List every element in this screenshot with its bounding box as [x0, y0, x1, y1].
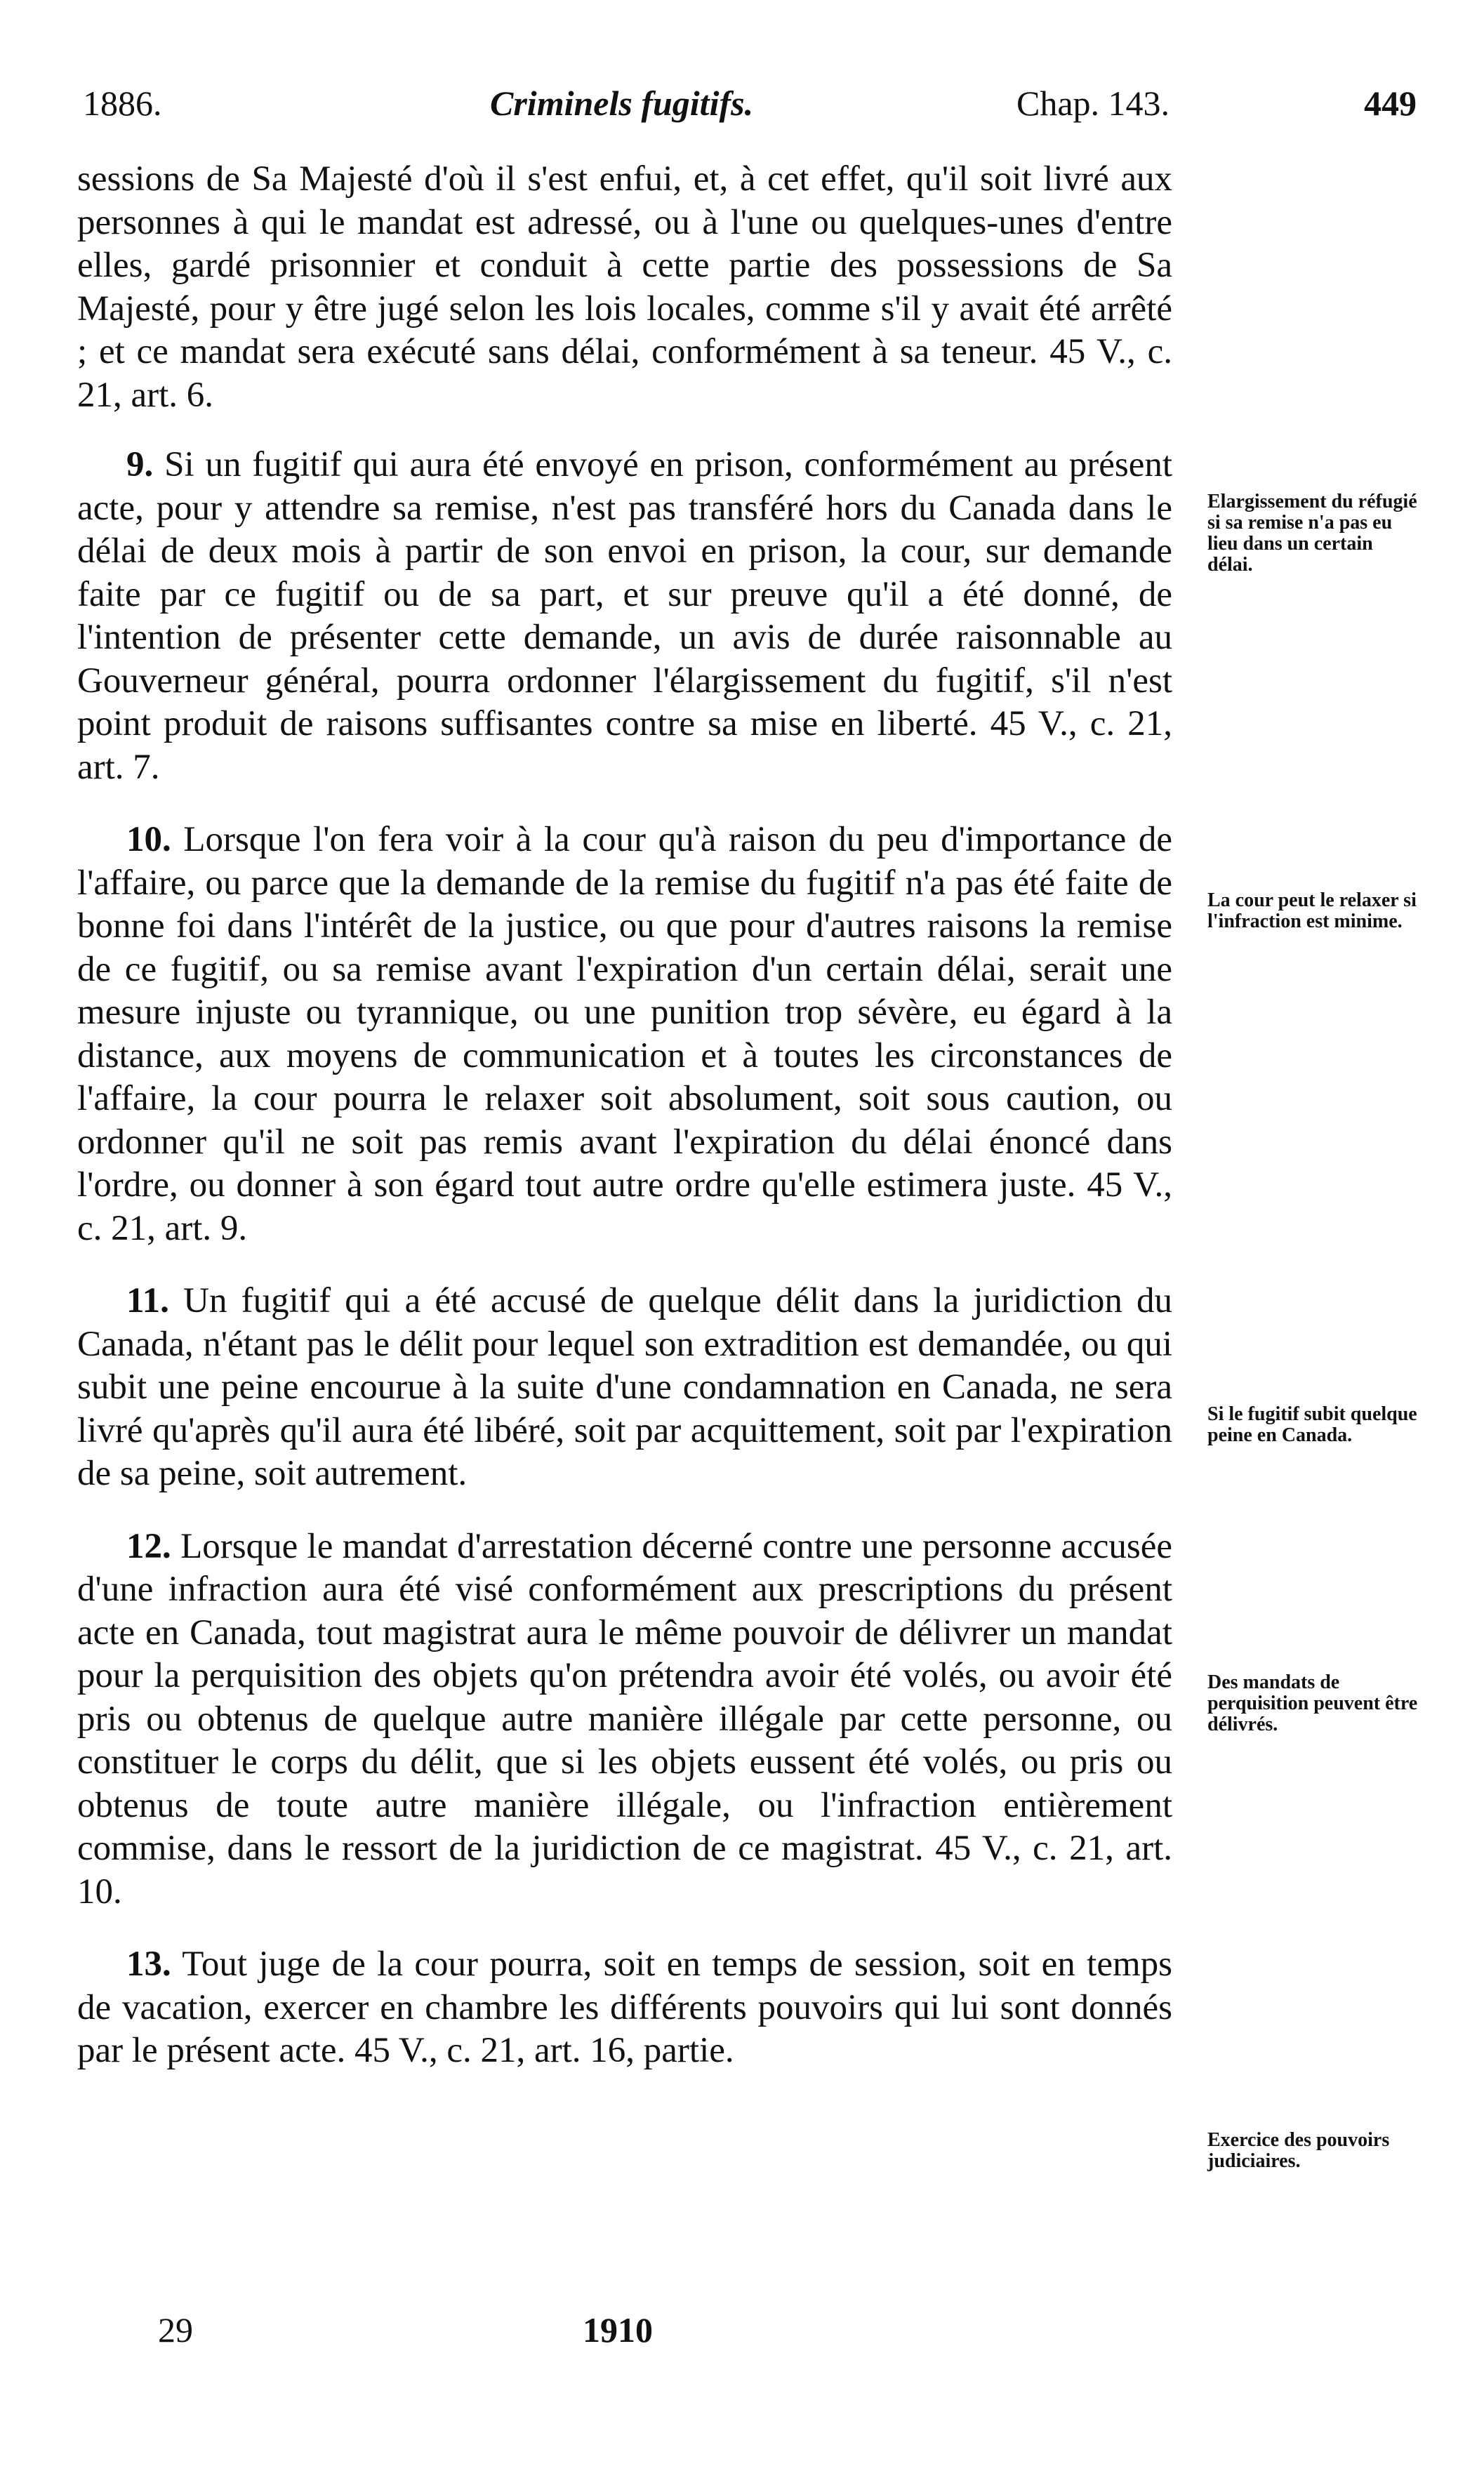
section-12 — [77, 1525, 1172, 1914]
margin-note-section-13: Exercice des pouvoirs judiciaires. — [1207, 2129, 1390, 2172]
section-text: Si un fugitif qui aura été envoyé en prison, conformément au présent acte, pour y attendre sa remise, n'est pas transféré hors du Canada dans le délai de deux mois à partir de son envoi en prison, la cour, sur demande faite par ce fugitif ou de sa part, et sur preuve qu'il a été donné, de l'intention de présenter cette demande, un avis de durée raisonnable au Gouverneur général, pourra ordonner l'élargissement du fugitif, s'il n'est point produit de raisons suffisantes contre sa mise en liberté. 45 V., c. 21, art. 7. — [77, 445, 1172, 787]
margin-note-section-11: Si le fugitif subit quelque peine en Canada. — [1207, 1403, 1417, 1446]
section-number: 11. — [126, 1281, 169, 1320]
section-text: Lorsque le mandat d'arrestation décerné contre une personne accusée d'une infraction aura été visé conformément aux prescriptions du présent acte en Canada, tout magistrat aura le même pouvoir de délivrer un mandat pour la perquisition des objets qu'on prétendra avoir été volés, ou avoir été pris ou obtenus de quelque autre manière illégale par cette personne, ou constituer le corps du délit, que si les objets eussent été volés, ou pris ou obtenus de toute autre manière illégale, ou l'infraction entièrement commise, dans le ressort de la juridiction de ce magistrat. 45 V., c. 21, art. 10. — [77, 1526, 1172, 1912]
page-footer — [77, 2310, 1411, 2359]
margin-note-section-10: La cour peut le relaxer si l'infraction est minime. — [1207, 889, 1417, 932]
header-year: 1886. — [83, 84, 162, 123]
section-text: Lorsque l'on fera voir à la cour qu'à raison du peu d'importance de l'affaire, ou parce que la demande de la remise du fugitif n'a pas été faite de bonne foi dans l'intérêt de la justice, ou que pour d'autres raisons la remise de ce fugitif, ou sa remise avant l'expiration d'un certain délai, serait une mesure injuste ou tyrannique, ou une punition trop sévère, eu égard à la distance, aux moyens de communication et à toutes les circonstances de l'affaire, la cour pourra le relaxer soit absolument, soit sous caution, ou ordonner qu'il ne soit pas remis avant l'expiration du délai énoncé dans l'ordre, ou donner à son égard tout autre ordre qu'elle estimera juste. 45 V., c. 21, art. 9. — [77, 820, 1173, 1248]
main-text-column — [77, 158, 1172, 2102]
page-number: 449 — [1364, 84, 1417, 123]
margin-note-section-12: Des mandats de perquisition peuvent être délivrés. — [1207, 1671, 1418, 1735]
signature-mark: 29 — [158, 2310, 193, 2350]
section-number: 12. — [126, 1526, 171, 1566]
section-number: 10. — [126, 820, 171, 859]
section-number: 9. — [126, 445, 154, 484]
section-number: 13. — [126, 1945, 171, 1984]
margin-note-section-9: Elargissement du réfugié si sa remise n'a pas eu lieu dans un certain délai. — [1207, 491, 1417, 576]
section-10 — [77, 819, 1172, 1250]
section-11 — [77, 1280, 1172, 1496]
header-title: Criminels fugitifs. — [490, 84, 754, 123]
header-chapter: Chap. 143. — [1016, 84, 1170, 123]
continued-paragraph: sessions de Sa Majesté d'où il s'est enfui, et, à cet effet, qu'il soit livré aux personnes à qui le mandat est adressé, ou à l'une ou quelques-unes d'entre elles, gardé prisonnier et conduit à cette partie des possessions de Sa Majesté, pour y être jugé selon les lois locales, comme s'il y avait été arrêté ; et ce mandat sera exécuté sans délai, conformément à sa teneur. 45 V., c. 21, art. 6. — [77, 159, 1172, 415]
running-header — [83, 83, 1417, 132]
section-text: Tout juge de la cour pourra, soit en temps de session, soit en temps de vacation, exercer en chambre les différents pouvoirs qui lui sont donnés par le présent acte. 45 V., c. 21, art. 16, partie. — [77, 1945, 1172, 2070]
footer-year: 1910 — [583, 2310, 653, 2350]
section-13 — [77, 1943, 1172, 2073]
section-9 — [77, 444, 1172, 789]
section-text: Un fugitif qui a été accusé de quelque délit dans la juridiction du Canada, n'étant pas le délit pour lequel son extradition est demandée, ou qui subit une peine encourue à la suite d'une condamnation en Canada, ne sera livré qu'après qu'il aura été libéré, soit par acquittement, soit par l'expiration de sa peine, soit autrement. — [77, 1281, 1172, 1493]
